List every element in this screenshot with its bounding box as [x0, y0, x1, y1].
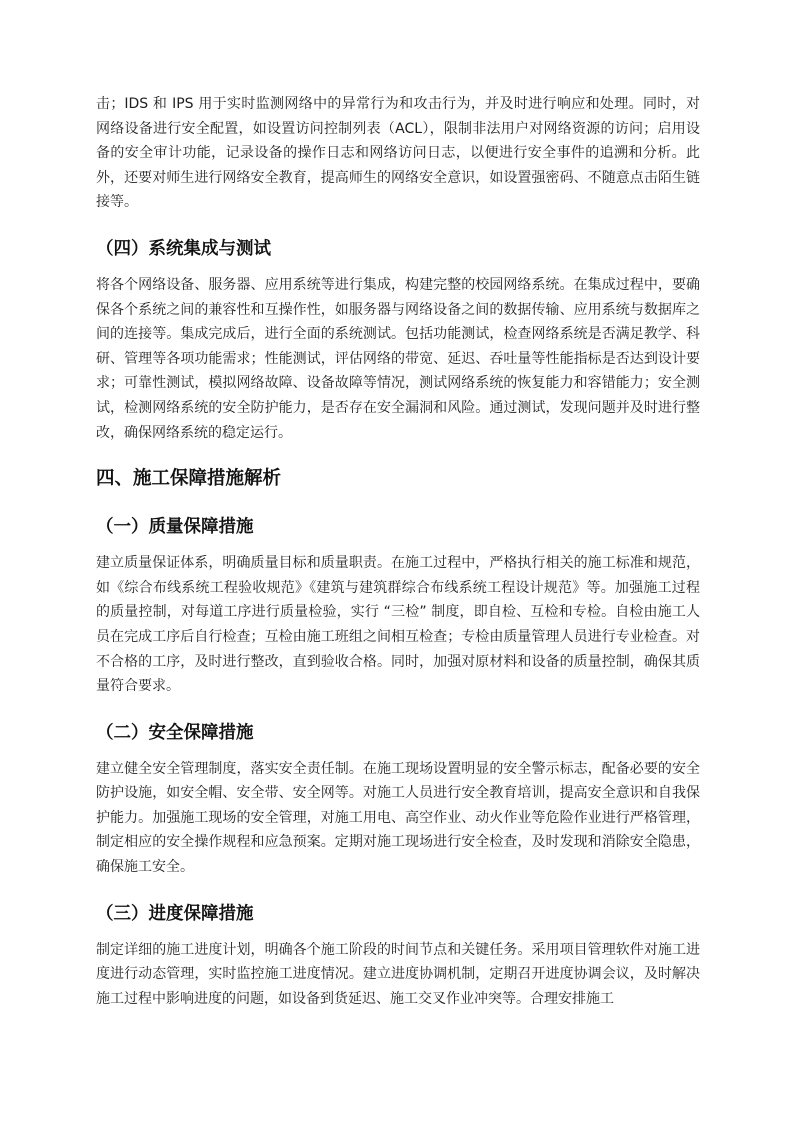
paragraph-system-integration: 将各个网络设备、服务器、应用系统等进行集成，构建完整的校园网络系统。在集成过程中，要确保各个系统之间的兼容性和互操作性，如服务器与网络设备之间的数据传输、应用系统与数据库之间的连接等。集成完成后，进行全面的系统测试。包括功能测试，检查网络系统是否满足教学、科研、管理等各项功能需求；性能测试，评估网络的带宽、延迟、吞吐量等性能指标是否达到设计要求；可靠性测试，模拟网络故障、设备故障等情况，测试网络系统的恢复能力和容错能力；安全测试，检测网络系统的安全防护能力，是否存在安全漏洞和风险。通过测试，发现问题并及时进行整改，确保网络系统的稳定运行。: [96, 276, 700, 441]
heading-safety-measures: （二）安全保障措施: [96, 722, 254, 743]
heading-quality-measures: （一）质量保障措施: [96, 517, 254, 538]
paragraph-network-security: 击；IDS 和 IPS 用于实时监测网络中的异常行为和攻击行为，并及时进行响应和处理。同时，对网络设备进行安全配置，如设置访问控制列表（ACL），限制非法用户对网络资源的访问；启用设备的安全审计功能，记录设备的操作日志和网络访问日志，以便进行安全事件的追溯和分析。此外，还要对师生进行网络安全教育，提高师生的网络安全意识，如设置强密码、不随意点击陌生链接等。: [96, 96, 700, 211]
paragraph-progress-measures: 制定详细的施工进度计划，明确各个施工阶段的时间节点和关键任务。采用项目管理软件对施工进度进行动态管理，实时监控施工进度情况。建立进度协调机制，定期召开进度协调会议，及时解决施工过程中影响进度的问题，如设备到货延迟、施工交叉作业冲突等。合理安排施工: [96, 941, 700, 1007]
heading-system-integration: （四）系统集成与测试: [96, 238, 271, 259]
paragraph-safety-measures: 建立健全安全管理制度，落实安全责任制。在施工现场设置明显的安全警示标志，配备必要的安全防护设施，如安全帽、安全带、安全网等。对施工人员进行安全教育培训，提高安全意识和自我保护能力。加强施工现场的安全管理，对施工用电、高空作业、动火作业等危险作业进行严格管理，制定相应的安全操作规程和应急预案。定期对施工现场进行安全检查，及时发现和消除安全隐患，确保施工安全。: [96, 760, 700, 876]
document-page: [96, 92, 700, 1011]
heading-construction-guarantee: 四、施工保障措施解析: [96, 468, 282, 490]
paragraph-quality-measures: 建立质量保证体系，明确质量目标和质量职责。在施工过程中，严格执行相关的施工标准和规范，如《综合布线系统工程验收规范》《建筑与建筑群综合布线系统工程设计规范》等。加强施工过程的质量控制，对每道工序进行质量检验，实行 “三检” 制度，即自检、互检和专检。自检由施工人员在完成工序后自行检查；互检由施工班组之间相互检查；专检由质量管理人员进行专业检查。对不合格的工序，及时进行整改，直到验收合格。同时，加强对原材料和设备的质量控制，确保其质量符合要求。: [96, 555, 700, 695]
heading-progress-measures: （三）进度保障措施: [96, 903, 254, 924]
